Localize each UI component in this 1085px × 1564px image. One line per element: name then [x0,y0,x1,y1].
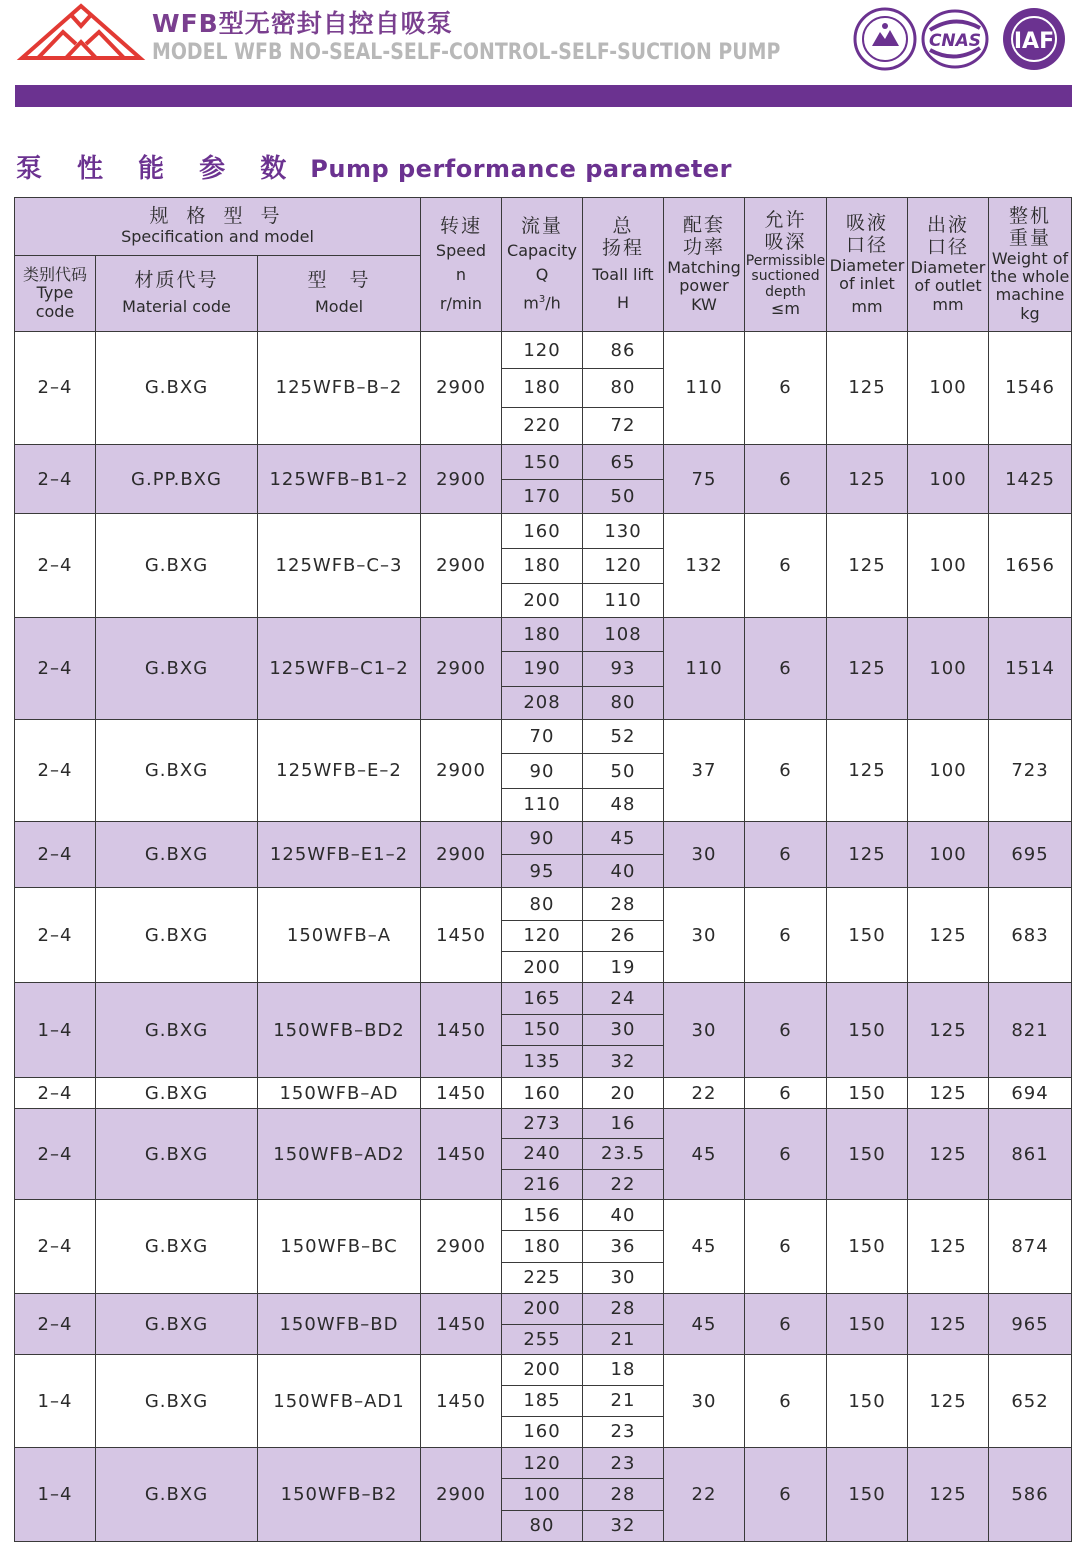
title-chinese: WFB型无密封自控自吸泵 [152,9,453,38]
header-power: 配套 功率 Matching power KW [664,198,745,332]
cell-depth: 6 [745,983,827,1078]
cell-capacity: 95 [502,855,583,888]
cell-inlet: 150 [827,983,908,1078]
cell-lift: 130 [583,514,664,548]
cell-weight: 652 [989,1355,1072,1448]
cell-lift: 45 [583,821,664,854]
cell-type: 2–4 [15,1200,96,1294]
cell-material: G.BXG [96,983,258,1078]
cell-material: G.BXG [96,1293,258,1355]
table-body [15,332,1072,1542]
cell-capacity: 180 [502,1231,583,1262]
cell-outlet: 125 [908,1078,989,1109]
cell-lift: 32 [583,1510,664,1542]
cell-material: G.BXG [96,1200,258,1294]
cell-model: 150WFB–AD1 [258,1355,421,1448]
cell-inlet: 125 [827,720,908,822]
header-weight: 整机 重量 Weight of the whole machine kg [989,198,1072,332]
cell-speed: 2900 [421,444,502,514]
cell-power: 45 [664,1293,745,1355]
cell-lift: 18 [583,1355,664,1385]
cell-lift: 23 [583,1448,664,1479]
cell-speed: 2900 [421,821,502,888]
cell-power: 30 [664,1355,745,1448]
cell-lift: 22 [583,1169,664,1199]
cell-power: 75 [664,444,745,514]
cell-outlet: 125 [908,1448,989,1542]
cell-capacity: 180 [502,618,583,651]
cell-model: 150WFB–AD2 [258,1109,421,1200]
cnas-badge [923,11,987,67]
cell-speed: 1450 [421,888,502,983]
cell-lift: 52 [583,720,664,754]
cell-weight: 695 [989,821,1072,888]
cell-lift: 16 [583,1109,664,1138]
cell-outlet: 125 [908,1109,989,1200]
cell-lift: 19 [583,952,664,983]
cell-inlet: 125 [827,821,908,888]
header-model: 型 号 Model [258,256,421,332]
cell-inlet: 150 [827,1448,908,1542]
cell-capacity: 240 [502,1138,583,1169]
cell-capacity: 160 [502,514,583,548]
cell-inlet: 125 [827,618,908,720]
cell-depth: 6 [745,1200,827,1294]
cell-capacity: 156 [502,1200,583,1231]
table-row [15,1448,1072,1479]
cell-outlet: 100 [908,720,989,822]
table-row [15,1355,1072,1385]
cell-lift: 80 [583,369,664,407]
table-row [15,1078,1072,1109]
cell-material: G.BXG [96,720,258,822]
cell-lift: 30 [583,1014,664,1045]
cell-capacity: 185 [502,1385,583,1416]
header-divider-bar [15,85,1072,107]
cell-capacity: 100 [502,1479,583,1510]
cell-lift: 24 [583,983,664,1014]
cell-speed: 1450 [421,1355,502,1448]
cell-model: 150WFB–AD [258,1078,421,1109]
cell-capacity: 220 [502,407,583,444]
cell-capacity: 165 [502,983,583,1014]
cell-inlet: 150 [827,1355,908,1448]
cell-lift: 23 [583,1416,664,1447]
cell-inlet: 150 [827,1109,908,1200]
cell-capacity: 200 [502,1293,583,1324]
seal-icon [855,9,915,69]
cell-model: 150WFB–B2 [258,1448,421,1542]
cell-type: 2–4 [15,1109,96,1200]
cell-power: 110 [664,332,745,445]
cell-material: G.BXG [96,332,258,445]
cell-lift: 93 [583,651,664,686]
cell-inlet: 150 [827,1293,908,1355]
cell-capacity: 80 [502,888,583,920]
cell-depth: 6 [745,514,827,618]
cell-power: 30 [664,983,745,1078]
table-row [15,1200,1072,1231]
cell-lift: 80 [583,686,664,719]
cell-type: 2–4 [15,720,96,822]
header-material: 材质代号 Material code [96,256,258,332]
cell-model: 125WFB–B1–2 [258,444,421,514]
cell-depth: 6 [745,1448,827,1542]
cell-depth: 6 [745,720,827,822]
cell-speed: 1450 [421,1293,502,1355]
cell-outlet: 100 [908,444,989,514]
cell-depth: 6 [745,821,827,888]
cell-weight: 1425 [989,444,1072,514]
header-inlet: 吸液 口径 Diameter of inlet mm [827,198,908,332]
cell-type: 1–4 [15,1448,96,1542]
cell-lift: 50 [583,754,664,788]
header-type: 类别代码 Type code [15,256,96,332]
cell-lift: 72 [583,407,664,444]
cell-capacity: 80 [502,1510,583,1542]
cell-speed: 2900 [421,1448,502,1542]
cell-lift: 65 [583,444,664,479]
cell-capacity: 208 [502,686,583,719]
header-depth: 允许 吸深 Permissible suctioned depth ≤m [745,198,827,332]
company-logo [16,2,146,64]
cell-model: 150WFB–BD2 [258,983,421,1078]
cell-speed: 2900 [421,720,502,822]
cell-speed: 1450 [421,1078,502,1109]
header-outlet: 出液 口径 Diameter of outlet mm [908,198,989,332]
cell-outlet: 125 [908,1355,989,1448]
cell-capacity: 160 [502,1078,583,1109]
cell-outlet: 125 [908,888,989,983]
cell-lift: 86 [583,332,664,369]
cell-capacity: 150 [502,444,583,479]
cell-type: 2–4 [15,1293,96,1355]
cell-capacity: 200 [502,952,583,983]
cell-material: G.BXG [96,618,258,720]
cell-type: 2–4 [15,332,96,445]
cell-outlet: 100 [908,332,989,445]
cell-outlet: 125 [908,1293,989,1355]
table-row [15,983,1072,1014]
cell-model: 125WFB–E–2 [258,720,421,822]
cell-outlet: 100 [908,514,989,618]
cell-model: 150WFB–A [258,888,421,983]
cell-model: 125WFB–B–2 [258,332,421,445]
cell-material: G.BXG [96,1355,258,1448]
cell-weight: 1514 [989,618,1072,720]
table-row [15,514,1072,548]
cell-capacity: 216 [502,1169,583,1199]
cell-depth: 6 [745,1109,827,1200]
cell-weight: 723 [989,720,1072,822]
cell-lift: 40 [583,1200,664,1231]
table-row [15,1293,1072,1324]
cell-power: 45 [664,1109,745,1200]
cell-speed: 2900 [421,514,502,618]
cell-depth: 6 [745,444,827,514]
cell-weight: 874 [989,1200,1072,1294]
cell-lift: 21 [583,1385,664,1416]
cell-weight: 965 [989,1293,1072,1355]
table-row [15,444,1072,479]
cell-depth: 6 [745,1355,827,1448]
cell-depth: 6 [745,1293,827,1355]
cell-model: 150WFB–BD [258,1293,421,1355]
cell-speed: 1450 [421,983,502,1078]
cell-capacity: 90 [502,754,583,788]
cell-material: G.PP.BXG [96,444,258,514]
cell-type: 1–4 [15,983,96,1078]
cell-outlet: 100 [908,618,989,720]
svg-text:IAF: IAF [1013,29,1055,54]
cell-inlet: 125 [827,444,908,514]
cell-lift: 23.5 [583,1138,664,1169]
cell-weight: 586 [989,1448,1072,1542]
title-english: MODEL WFB NO-SEAL-SELF-CONTROL-SELF-SUCTION PUMP [152,40,781,65]
cell-lift: 30 [583,1262,664,1293]
cell-power: 37 [664,720,745,822]
cell-lift: 48 [583,788,664,821]
cell-material: G.BXG [96,1078,258,1109]
table-row [15,720,1072,754]
cell-lift: 32 [583,1045,664,1077]
svg-text:CNAS: CNAS [928,31,982,51]
cell-weight: 821 [989,983,1072,1078]
cell-capacity: 180 [502,548,583,583]
cell-type: 2–4 [15,1078,96,1109]
cell-type: 2–4 [15,514,96,618]
cell-lift: 110 [583,584,664,618]
cell-capacity: 150 [502,1014,583,1045]
table-row [15,332,1072,369]
cell-type: 2–4 [15,618,96,720]
cell-lift: 28 [583,1293,664,1324]
cell-outlet: 100 [908,821,989,888]
performance-table [14,197,1072,1542]
cell-material: G.BXG [96,514,258,618]
cell-capacity: 190 [502,651,583,686]
cell-weight: 1546 [989,332,1072,445]
section-title-cn: 泵 性 能 参 数 [16,154,300,184]
cell-capacity: 160 [502,1416,583,1447]
cell-power: 110 [664,618,745,720]
table-row [15,618,1072,651]
cell-depth: 6 [745,1078,827,1109]
cell-capacity: 135 [502,1045,583,1077]
cell-inlet: 150 [827,1200,908,1294]
cell-speed: 1450 [421,1109,502,1200]
cell-capacity: 120 [502,1448,583,1479]
cell-lift: 20 [583,1078,664,1109]
cell-speed: 2900 [421,618,502,720]
header-speed: 转速 Speed n r/min [421,198,502,332]
cell-lift: 120 [583,548,664,583]
cell-material: G.BXG [96,1109,258,1200]
cell-power: 22 [664,1078,745,1109]
cell-type: 2–4 [15,888,96,983]
cell-capacity: 170 [502,480,583,514]
cell-inlet: 150 [827,1078,908,1109]
cell-power: 30 [664,821,745,888]
cell-weight: 861 [989,1109,1072,1200]
cell-outlet: 125 [908,983,989,1078]
cell-weight: 694 [989,1078,1072,1109]
cell-capacity: 225 [502,1262,583,1293]
cell-material: G.BXG [96,888,258,983]
cell-outlet: 125 [908,1200,989,1294]
header-lift: 总 扬程 Toall lift H [583,198,664,332]
cell-type: 1–4 [15,1355,96,1448]
cell-depth: 6 [745,332,827,445]
cell-lift: 36 [583,1231,664,1262]
cell-model: 150WFB–BC [258,1200,421,1294]
cell-capacity: 70 [502,720,583,754]
cell-power: 22 [664,1448,745,1542]
cell-lift: 28 [583,1479,664,1510]
cell-capacity: 273 [502,1109,583,1138]
cell-capacity: 120 [502,332,583,369]
cell-material: G.BXG [96,821,258,888]
cell-lift: 21 [583,1325,664,1355]
cell-speed: 2900 [421,332,502,445]
cell-model: 125WFB–C–3 [258,514,421,618]
cell-inlet: 150 [827,888,908,983]
table-row [15,1109,1072,1138]
cell-capacity: 180 [502,369,583,407]
section-title [16,148,732,185]
header-capacity: 流量 Capacity Q $m^3/h$ [502,198,583,332]
cell-lift: 26 [583,920,664,951]
cell-depth: 6 [745,888,827,983]
iaf-badge [1003,8,1065,70]
cell-model: 125WFB–E1–2 [258,821,421,888]
cell-capacity: 110 [502,788,583,821]
cell-capacity: 255 [502,1325,583,1355]
certification-badges [852,6,1076,72]
cell-lift: 50 [583,480,664,514]
cell-capacity: 120 [502,920,583,951]
cell-inlet: 125 [827,514,908,618]
cell-lift: 108 [583,618,664,651]
header-spec: 规 格 型 号 Specification and model [15,198,421,256]
cell-power: 45 [664,1200,745,1294]
section-title-en: Pump performance parameter [310,155,732,183]
table-row [15,821,1072,854]
cell-inlet: 125 [827,332,908,445]
cell-weight: 1656 [989,514,1072,618]
cell-lift: 40 [583,855,664,888]
cell-model: 125WFB–C1–2 [258,618,421,720]
cell-lift: 28 [583,888,664,920]
cell-depth: 6 [745,618,827,720]
cell-material: G.BXG [96,1448,258,1542]
cell-capacity: 200 [502,1355,583,1385]
table-row [15,888,1072,920]
cell-capacity: 200 [502,584,583,618]
cell-power: 132 [664,514,745,618]
cell-weight: 683 [989,888,1072,983]
cell-capacity: 90 [502,821,583,854]
cell-type: 2–4 [15,821,96,888]
cell-speed: 2900 [421,1200,502,1294]
cell-type: 2–4 [15,444,96,514]
cell-power: 30 [664,888,745,983]
